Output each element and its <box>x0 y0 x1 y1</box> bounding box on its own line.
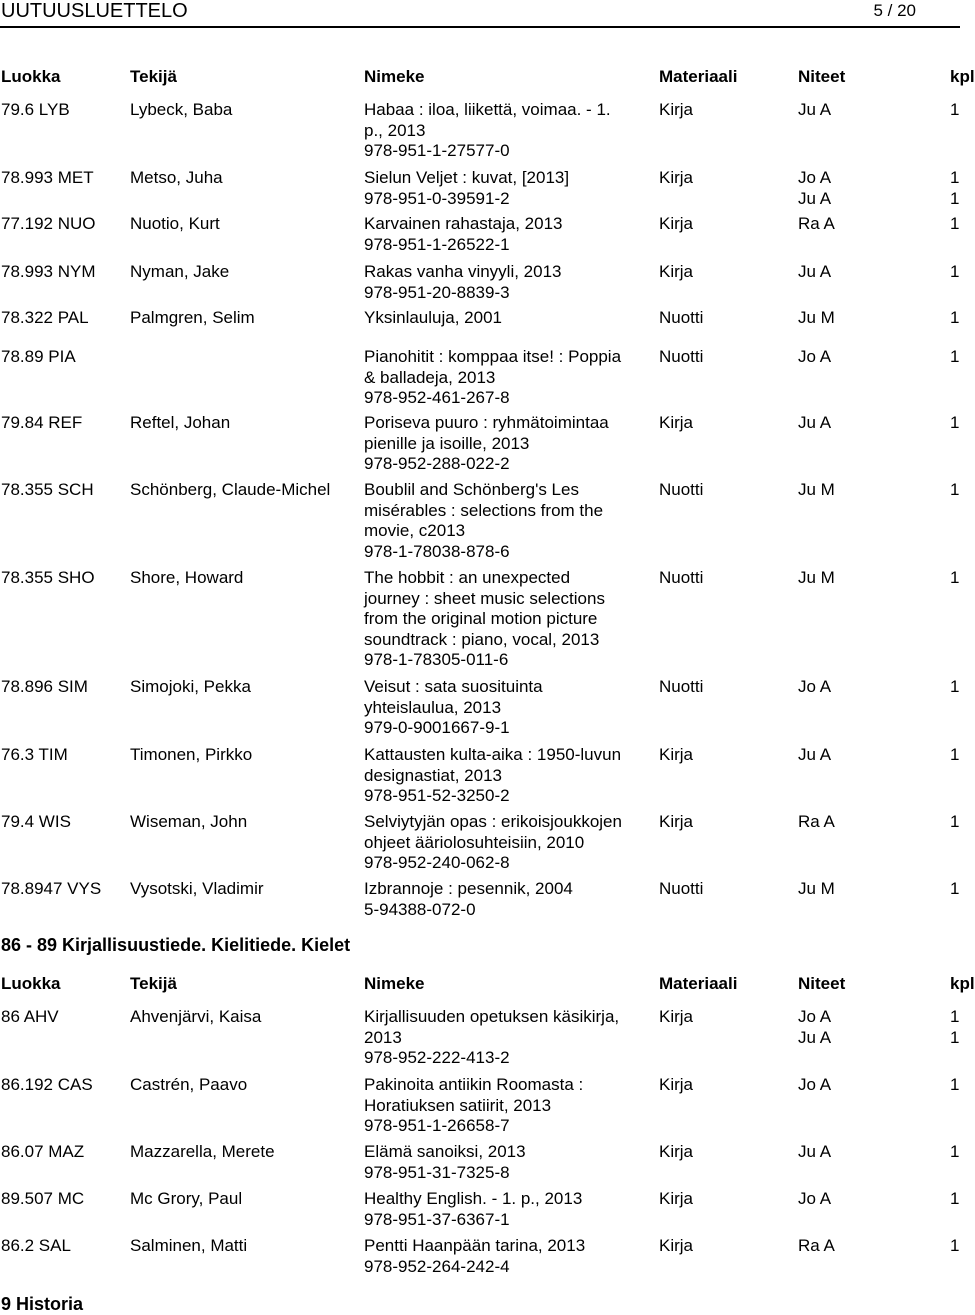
materiaali-cell: Kirja <box>659 745 694 764</box>
niteet-line: Jo A <box>798 1007 832 1026</box>
nimeke-line: Izbrannoje : pesennik, 2004 <box>364 879 573 898</box>
nimeke-line: ohjeet ääriolosuhteisiin, 2010 <box>364 832 585 852</box>
niteet-line: Ju A <box>798 745 832 764</box>
nimeke-line: Kirjallisuuden opetuksen käsikirja, <box>364 1007 620 1026</box>
luokka-cell: 78.993 NYM <box>1 262 96 281</box>
materiaali-cell: Kirja <box>659 262 694 281</box>
nimeke-line: Horatiuksen satiirit, 2013 <box>364 1095 552 1115</box>
nimeke-cell <box>364 168 649 209</box>
col-luokka-header: Luokka <box>1 67 61 86</box>
nimeke-line: Pentti Haanpään tarina, 2013 <box>364 1236 586 1255</box>
niteet-line: Ju A <box>798 100 832 119</box>
kpl-cell <box>950 568 959 589</box>
nimeke-line: 978-952-288-022-2 <box>364 454 510 474</box>
niteet-cell <box>798 812 835 833</box>
page-number: 5 / 20 <box>873 1 916 20</box>
nimeke-cell <box>364 347 649 409</box>
niteet-line: Ju M <box>798 480 835 499</box>
nimeke-cell <box>364 1075 649 1137</box>
materiaali-cell: Nuotti <box>659 568 704 587</box>
kpl-cell <box>950 1236 959 1257</box>
kpl-cell <box>950 100 959 121</box>
col-nimeke-header: Nimeke <box>364 974 425 993</box>
nimeke-line: 978-951-52-3250-2 <box>364 786 510 806</box>
niteet-line: Jo A <box>798 1075 832 1094</box>
luokka-cell: 79.84 REF <box>1 413 83 432</box>
nimeke-line: soundtrack : piano, vocal, 2013 <box>364 629 600 649</box>
niteet-line: Ju M <box>798 879 835 898</box>
nimeke-cell <box>364 879 649 920</box>
niteet-cell <box>798 347 831 368</box>
niteet-line: Ju A <box>798 1027 832 1047</box>
tekija-cell: Mc Grory, Paul <box>130 1189 243 1208</box>
kpl-line: 1 <box>950 677 960 696</box>
tekija-cell: Nyman, Jake <box>130 262 230 281</box>
nimeke-line: 978-951-31-7325-8 <box>364 1162 510 1182</box>
nimeke-cell <box>364 745 649 807</box>
col-materiaali-header: Materiaali <box>659 67 738 86</box>
luokka-cell: 78.8947 VYS <box>1 879 102 898</box>
niteet-line: Jo A <box>798 677 832 696</box>
tekija-cell: Shore, Howard <box>130 568 244 587</box>
col-niteet-header: Niteet <box>798 974 846 993</box>
luokka-cell: 86 AHV <box>1 1007 59 1026</box>
niteet-cell <box>798 480 835 501</box>
nimeke-line: 978-952-264-242-4 <box>364 1256 510 1276</box>
nimeke-line: 978-951-0-39591-2 <box>364 188 510 208</box>
niteet-cell <box>798 308 835 329</box>
kpl-cell <box>950 480 959 501</box>
materiaali-cell: Kirja <box>659 168 694 187</box>
niteet-cell <box>798 413 831 434</box>
niteet-cell <box>798 677 831 698</box>
nimeke-line: 978-951-37-6367-1 <box>364 1209 510 1229</box>
luokka-cell: 78.355 SCH <box>1 480 94 499</box>
nimeke-line: Karvainen rahastaja, 2013 <box>364 214 563 233</box>
kpl-cell <box>950 262 959 283</box>
luokka-cell: 79.4 WIS <box>1 812 71 831</box>
niteet-line: Jo A <box>798 347 832 366</box>
tekija-cell: Castrén, Paavo <box>130 1075 248 1094</box>
section-title: 86 - 89 Kirjallisuustiede. Kielitiede. Kielet <box>1 935 351 955</box>
header-rule <box>0 26 960 28</box>
nimeke-line: Pianohitit : komppaa itse! : Poppia <box>364 347 622 366</box>
kpl-line: 1 <box>950 1075 960 1094</box>
materiaali-cell: Nuotti <box>659 347 704 366</box>
materiaali-cell: Kirja <box>659 100 694 119</box>
luokka-cell: 86.07 MAZ <box>1 1142 85 1161</box>
nimeke-line: Elämä sanoiksi, 2013 <box>364 1142 526 1161</box>
tekija-cell: Simojoki, Pekka <box>130 677 251 696</box>
col-tekija-header: Tekijä <box>130 974 177 993</box>
kpl-line: 1 <box>950 1027 960 1047</box>
kpl-line: 1 <box>950 347 960 366</box>
nimeke-cell <box>364 262 649 303</box>
nimeke-cell <box>364 568 649 671</box>
tekija-cell: Salminen, Matti <box>130 1236 248 1255</box>
kpl-cell <box>950 1075 959 1096</box>
materiaali-cell: Kirja <box>659 812 694 831</box>
tekija-cell: Palmgren, Selim <box>130 308 255 327</box>
luokka-cell: 77.192 NUO <box>1 214 96 233</box>
column-header-row <box>0 66 975 88</box>
materiaali-cell: Nuotti <box>659 308 704 327</box>
luokka-cell: 78.89 PIA <box>1 347 76 366</box>
materiaali-cell: Nuotti <box>659 677 704 696</box>
nimeke-line: & balladeja, 2013 <box>364 367 496 387</box>
kpl-line: 1 <box>950 568 960 587</box>
niteet-cell <box>798 879 835 900</box>
niteet-line: Ra A <box>798 812 835 831</box>
kpl-cell <box>950 1007 959 1048</box>
nimeke-line: 978-951-20-8839-3 <box>364 282 510 302</box>
materiaali-cell: Kirja <box>659 1189 694 1208</box>
materiaali-cell: Kirja <box>659 1142 694 1161</box>
niteet-line: Ju A <box>798 188 832 208</box>
kpl-line: 1 <box>950 879 960 898</box>
nimeke-line: Boublil and Schönberg's Les <box>364 480 579 499</box>
nimeke-line: Pakinoita antiikin Roomasta : <box>364 1075 584 1094</box>
nimeke-line: 5-94388-072-0 <box>364 899 476 919</box>
nimeke-cell <box>364 413 649 475</box>
nimeke-line: 978-1-78305-011-6 <box>364 650 509 670</box>
nimeke-line: yhteislaulua, 2013 <box>364 697 502 717</box>
nimeke-line: Veisut : sata suosituinta <box>364 677 543 696</box>
nimeke-cell <box>364 308 649 329</box>
kpl-line: 1 <box>950 812 960 831</box>
nimeke-line: Healthy English. - 1. p., 2013 <box>364 1189 583 1208</box>
luokka-cell: 78.322 PAL <box>1 308 89 327</box>
kpl-line: 1 <box>950 1236 960 1255</box>
section-title: 9 Historia <box>1 1294 84 1314</box>
niteet-line: Ra A <box>798 214 835 233</box>
column-header-row <box>0 973 975 995</box>
nimeke-line: 978-952-461-267-8 <box>364 388 510 408</box>
kpl-cell <box>950 214 959 235</box>
niteet-cell <box>798 1007 831 1048</box>
nimeke-cell <box>364 1007 649 1069</box>
kpl-line: 1 <box>950 308 960 327</box>
page-header <box>0 0 960 22</box>
document-title: UUTUUSLUETTELO <box>1 0 188 22</box>
niteet-cell <box>798 1189 831 1210</box>
tekija-cell: Wiseman, John <box>130 812 248 831</box>
kpl-cell <box>950 347 959 368</box>
nimeke-line: 979-0-9001667-9-1 <box>364 718 510 738</box>
luokka-cell: 78.993 MET <box>1 168 94 187</box>
nimeke-line: misérables : selections from the <box>364 500 604 520</box>
materiaali-cell: Kirja <box>659 1007 694 1026</box>
nimeke-cell <box>364 214 649 255</box>
nimeke-line: 978-1-78038-878-6 <box>364 541 510 561</box>
nimeke-cell <box>364 480 649 562</box>
kpl-line: 1 <box>950 1142 960 1161</box>
niteet-cell <box>798 262 831 283</box>
nimeke-line: Yksinlauluja, 2001 <box>364 308 502 327</box>
materiaali-cell: Kirja <box>659 1075 694 1094</box>
kpl-cell <box>950 308 959 329</box>
kpl-cell <box>950 677 959 698</box>
nimeke-cell <box>364 1236 649 1277</box>
nimeke-line: pienille ja isoille, 2013 <box>364 433 530 453</box>
niteet-line: Ra A <box>798 1236 835 1255</box>
tekija-cell: Vysotski, Vladimir <box>130 879 264 898</box>
niteet-line: Ju A <box>798 1142 832 1161</box>
nimeke-line: designastiat, 2013 <box>364 765 502 785</box>
nimeke-line: from the original motion picture <box>364 609 598 629</box>
nimeke-line: Sielun Veljet : kuvat, [2013] <box>364 168 570 187</box>
materiaali-cell: Kirja <box>659 1236 694 1255</box>
nimeke-line: 978-951-1-26658-7 <box>364 1116 510 1136</box>
kpl-cell <box>950 168 959 209</box>
col-niteet-header: Niteet <box>798 67 846 86</box>
nimeke-cell <box>364 1142 649 1183</box>
kpl-cell <box>950 1189 959 1210</box>
luokka-cell: 78.355 SHO <box>1 568 95 587</box>
nimeke-line: Rakas vanha vinyyli, 2013 <box>364 262 562 281</box>
kpl-cell <box>950 413 959 434</box>
kpl-line: 1 <box>950 745 960 764</box>
materiaali-cell: Nuotti <box>659 879 704 898</box>
kpl-line: 1 <box>950 214 960 233</box>
tekija-cell: Ahvenjärvi, Kaisa <box>130 1007 262 1026</box>
nimeke-cell <box>364 100 649 162</box>
nimeke-cell <box>364 1189 649 1230</box>
niteet-line: Ju A <box>798 413 832 432</box>
kpl-line: 1 <box>950 188 960 208</box>
col-nimeke-header: Nimeke <box>364 67 425 86</box>
kpl-line: 1 <box>950 168 960 187</box>
nimeke-cell <box>364 812 649 874</box>
materiaali-cell: Nuotti <box>659 480 704 499</box>
luokka-cell: 86.2 SAL <box>1 1236 71 1255</box>
tekija-cell: Schönberg, Claude-Michel <box>130 480 331 499</box>
kpl-line: 1 <box>950 262 960 281</box>
nimeke-line: Poriseva puuro : ryhmätoimintaa <box>364 413 609 432</box>
nimeke-line: journey : sheet music selections <box>364 588 605 608</box>
niteet-line: Ju M <box>798 568 835 587</box>
col-tekija-header: Tekijä <box>130 67 177 86</box>
nimeke-line: 978-951-1-27577-0 <box>364 141 510 161</box>
kpl-cell <box>950 812 959 833</box>
niteet-line: Jo A <box>798 168 832 187</box>
nimeke-line: Selviytyjän opas : erikoisjoukkojen <box>364 812 622 831</box>
niteet-line: Ju M <box>798 308 835 327</box>
niteet-line: Jo A <box>798 1189 832 1208</box>
tekija-cell: Timonen, Pirkko <box>130 745 253 764</box>
niteet-line: Ju A <box>798 262 832 281</box>
tekija-cell: Reftel, Johan <box>130 413 231 432</box>
kpl-line: 1 <box>950 100 960 119</box>
nimeke-line: Habaa : iloa, liikettä, voimaa. - 1. <box>364 100 611 119</box>
kpl-cell <box>950 1142 959 1163</box>
nimeke-line: p., 2013 <box>364 120 426 140</box>
nimeke-line: 978-952-222-413-2 <box>364 1048 510 1068</box>
materiaali-cell: Kirja <box>659 413 694 432</box>
tekija-cell: Mazzarella, Merete <box>130 1142 275 1161</box>
kpl-cell <box>950 745 959 766</box>
niteet-cell <box>798 168 831 209</box>
kpl-line: 1 <box>950 1189 960 1208</box>
kpl-line: 1 <box>950 1007 960 1026</box>
kpl-line: 1 <box>950 413 960 432</box>
luokka-cell: 78.896 SIM <box>1 677 88 696</box>
tekija-cell: Nuotio, Kurt <box>130 214 220 233</box>
luokka-cell: 76.3 TIM <box>1 745 68 764</box>
nimeke-line: movie, c2013 <box>364 521 466 541</box>
niteet-cell <box>798 214 835 235</box>
luokka-cell: 79.6 LYB <box>1 100 70 119</box>
niteet-cell <box>798 1075 831 1096</box>
kpl-line: 1 <box>950 480 960 499</box>
col-kpl-header: kpl <box>950 67 975 86</box>
kpl-cell <box>950 879 959 900</box>
nimeke-line: Kattausten kulta-aika : 1950-luvun <box>364 745 622 764</box>
col-luokka-header: Luokka <box>1 974 61 993</box>
nimeke-line: 978-951-1-26522-1 <box>364 234 510 254</box>
luokka-cell: 86.192 CAS <box>1 1075 93 1094</box>
materiaali-cell: Kirja <box>659 214 694 233</box>
nimeke-cell <box>364 677 649 739</box>
col-materiaali-header: Materiaali <box>659 974 738 993</box>
tekija-cell: Metso, Juha <box>130 168 223 187</box>
nimeke-line: 2013 <box>364 1027 402 1047</box>
nimeke-line: The hobbit : an unexpected <box>364 568 571 587</box>
luokka-cell: 89.507 MC <box>1 1189 85 1208</box>
niteet-cell <box>798 1142 831 1163</box>
niteet-cell <box>798 568 835 589</box>
niteet-cell <box>798 1236 835 1257</box>
nimeke-line: 978-952-240-062-8 <box>364 853 510 873</box>
col-kpl-header: kpl <box>950 974 975 993</box>
niteet-cell <box>798 100 831 121</box>
tekija-cell: Lybeck, Baba <box>130 100 233 119</box>
niteet-cell <box>798 745 831 766</box>
